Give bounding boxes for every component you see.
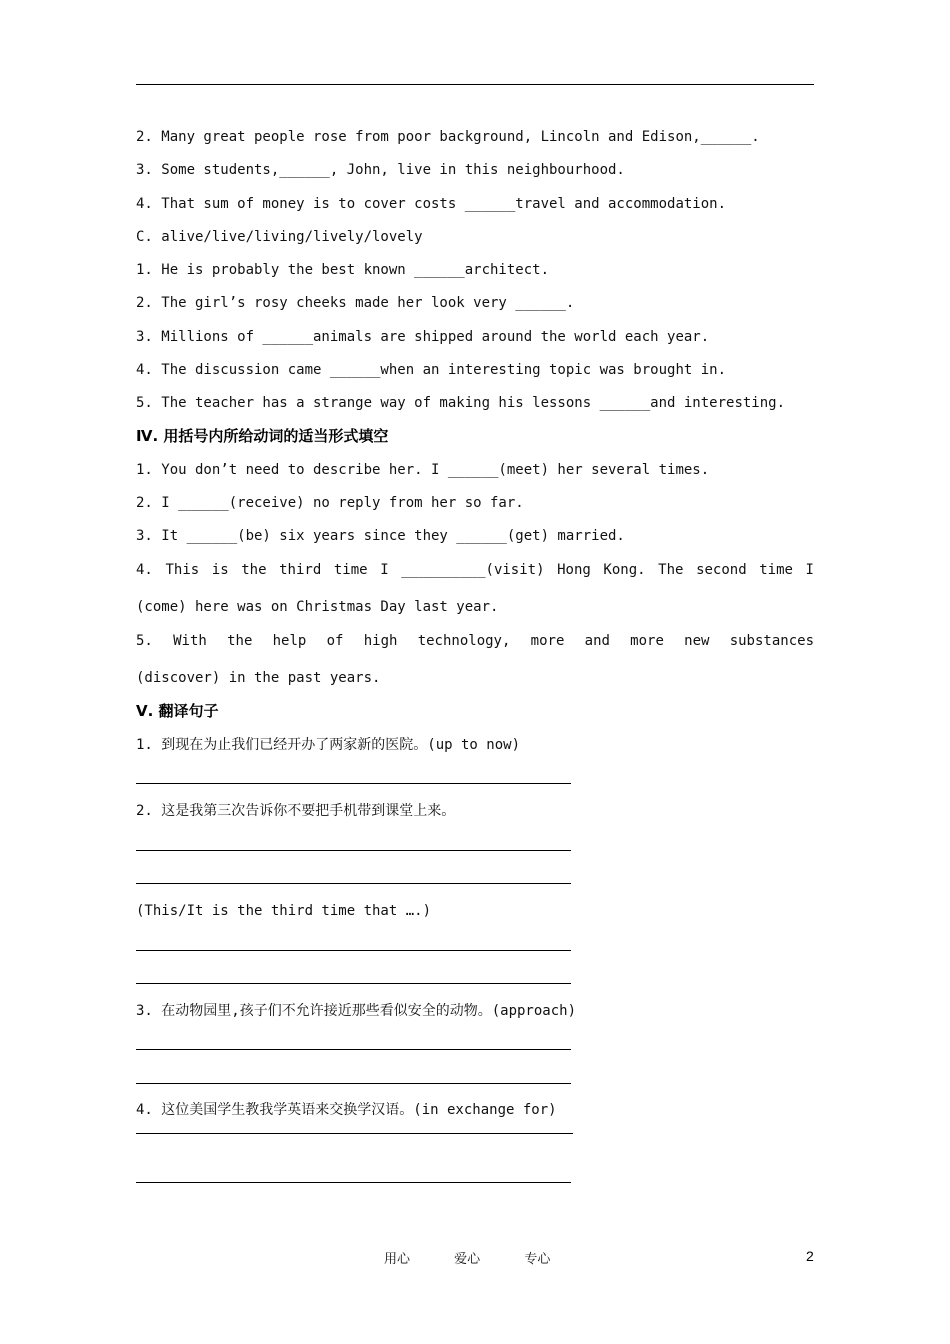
exercise-iv-item-5-line-2: (discover) in the past years. xyxy=(136,670,381,686)
translation-q2: 2. 这是我第三次告诉你不要把手机带到课堂上来。 xyxy=(136,803,456,819)
footer-motto-1: 用心 xyxy=(384,1252,411,1267)
page-footer xyxy=(384,1248,590,1267)
exercise-c-item-5: 5. The teacher has a strange way of making his lessons ______and interesting. xyxy=(136,395,786,411)
exercise-b-item-2: 2. Many great people rose from poor background, Lincoln and Edison,______. xyxy=(136,129,760,145)
page-number: 2 xyxy=(806,1248,814,1264)
exercise-iv-item-2: 2. I ______(receive) no reply from her so far. xyxy=(136,495,524,511)
translation-q1: 1. 到现在为止我们已经开办了两家新的医院。(up to now) xyxy=(136,737,521,753)
header-rule xyxy=(136,84,814,85)
answer-line-q4-b[interactable] xyxy=(136,1182,571,1183)
footer-motto-3: 专心 xyxy=(524,1252,551,1267)
answer-line-q2-b[interactable] xyxy=(136,883,571,884)
exercise-c-item-1: 1. He is probably the best known ______architect. xyxy=(136,262,550,278)
answer-line-q4-a[interactable] xyxy=(136,1133,573,1134)
exercise-iv-item-4-line-2: (come) here was on Christmas Day last year. xyxy=(136,599,499,615)
exercise-c-item-4: 4. The discussion came ______when an interesting topic was brought in. xyxy=(136,362,727,378)
exercise-iv-item-5-line-1: 5. With the help of high technology, more and more new substances xyxy=(136,633,814,649)
answer-line-q2-c[interactable] xyxy=(136,950,571,951)
exercise-c-item-3: 3. Millions of ______animals are shipped around the world each year. xyxy=(136,329,710,345)
exercise-iv-item-3: 3. It ______(be) six years since they ______(get) married. xyxy=(136,528,625,544)
translation-q3: 3. 在动物园里,孩子们不允许接近那些看似安全的动物。(approach) xyxy=(136,1003,577,1019)
answer-line-q1[interactable] xyxy=(136,783,571,784)
footer-motto-2: 爱心 xyxy=(454,1252,481,1267)
section-iv-heading: Ⅳ. 用括号内所给动词的适当形式填空 xyxy=(136,427,389,445)
translation-q2-hint: (This/It is the third time that ….) xyxy=(136,903,432,919)
exercise-b-item-4: 4. That sum of money is to cover costs ______travel and accommodation. xyxy=(136,196,727,212)
exercise-c-item-2: 2. The girl’s rosy cheeks made her look very ______. xyxy=(136,295,575,311)
section-v-heading: Ⅴ. 翻译句子 xyxy=(136,702,219,720)
exercise-b-item-3: 3. Some students,______, John, live in this neighbourhood. xyxy=(136,162,625,178)
exercise-c-title: C. alive/live/living/lively/lovely xyxy=(136,229,423,245)
answer-line-q2-a[interactable] xyxy=(136,850,571,851)
answer-line-q3-a[interactable] xyxy=(136,1049,571,1050)
exercise-iv-item-1: 1. You don’t need to describe her. I ______(meet) her several times. xyxy=(136,462,710,478)
answer-line-q3-b[interactable] xyxy=(136,1083,571,1084)
answer-line-q2-d[interactable] xyxy=(136,983,571,984)
translation-q4: 4. 这位美国学生教我学英语来交换学汉语。(in exchange for) xyxy=(136,1102,557,1118)
exercise-iv-item-4-line-1: 4. This is the third time I __________(visit) Hong Kong. The second time I xyxy=(136,562,814,578)
